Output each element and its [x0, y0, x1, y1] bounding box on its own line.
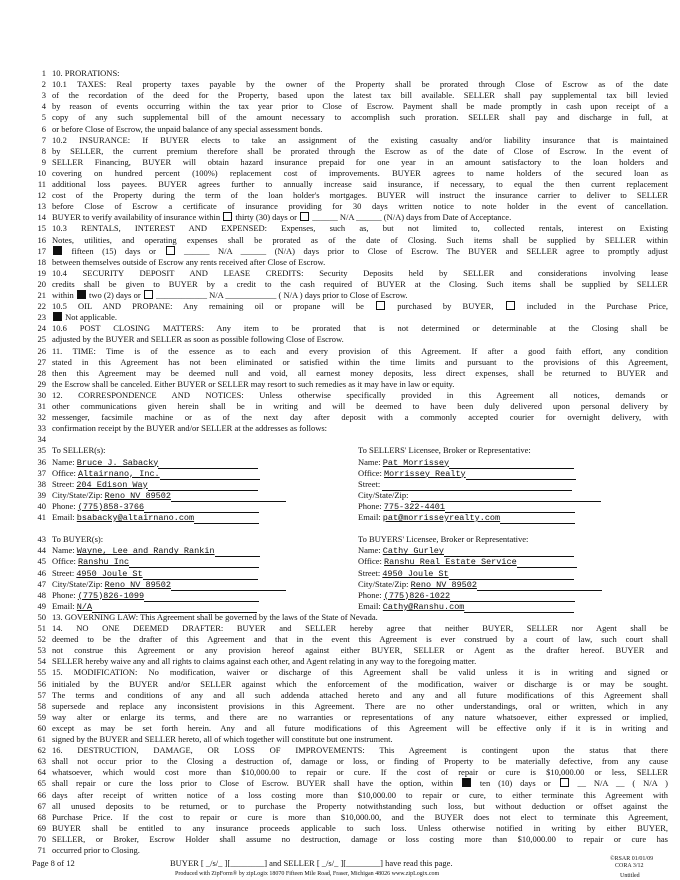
line-text: signed by the BUYER and SELLER hereto, all of which together will constitute but one instrument.: [52, 734, 393, 744]
line-text: by reason of events occurring within the tax year prior to Close of Escrow. Payment shall be made promptly in cash upon receipt of a: [52, 101, 668, 112]
line-number: 15: [37, 223, 46, 234]
line-number: 12: [37, 190, 46, 201]
line-number: 54: [37, 656, 46, 667]
line-number: 18: [37, 256, 46, 267]
field-value[interactable]: Cathy@Ranshu.com: [382, 601, 465, 612]
checkbox-empty-icon[interactable]: [166, 246, 175, 255]
field-label: Email:: [358, 512, 383, 522]
line-number: 61: [37, 734, 46, 744]
field-label: Office:: [52, 467, 79, 478]
field-underline: [500, 513, 575, 524]
field-value[interactable]: (775)858-3766: [77, 501, 145, 512]
line-text: way alter or enlarge its terms, and there are no warranties or representations of any nature whatsoever, either expressed or implied,: [52, 711, 668, 722]
buyer-row: [37, 556, 668, 568]
line-number: 63: [37, 756, 46, 767]
line-number: 27: [37, 356, 46, 367]
buyer-row: [37, 567, 668, 579]
field-label: City/State/Zip:: [52, 489, 105, 500]
field-value[interactable]: Reno NV 89502: [410, 579, 477, 590]
field-value[interactable]: Wayne, Lee and Randy Rankin: [76, 546, 215, 557]
field-label: Phone:: [52, 500, 78, 511]
line-text: fifteen (15) days or ______ N/A ______ (N/A) days prior to Close of Escrow. The BUYER and SELLER agree to promptly adjust: [52, 246, 668, 257]
line-number: 32: [37, 412, 46, 423]
seller-row: [37, 456, 668, 468]
line-text: before Close of Escrow a certificate of insurance providing for 30 days written notice to note holder in the event of cancellation.: [52, 201, 668, 212]
field-value[interactable]: (775)826-1099: [77, 590, 145, 601]
form-line: [37, 323, 668, 334]
field-label: Office:: [358, 467, 385, 478]
field-value[interactable]: Cathy Gurley: [382, 546, 445, 557]
form-line: [37, 623, 668, 634]
line-number: 10: [37, 167, 46, 178]
buyer-row: [37, 600, 668, 612]
form-line: [41, 134, 668, 146]
checkbox-empty-icon[interactable]: [376, 301, 385, 310]
line-text: between themselves outside of Escrow any rents received after Close of Escrow.: [52, 256, 326, 267]
line-number: 37: [37, 467, 46, 478]
line-text: all unused deposits to be returned, or to purchase the Property notwithstanding such loss, but without deduction or offset against the: [52, 800, 668, 811]
line-number: 44: [37, 545, 46, 556]
line-number: 43: [37, 534, 46, 545]
line-number: 60: [37, 722, 46, 733]
seller-row: [37, 478, 668, 490]
line-text: 13. GOVERNING LAW: This Agreement shall be governed by the laws of the State of Nevada.: [52, 611, 378, 622]
checkbox-checked-icon[interactable]: [77, 290, 86, 299]
field-value[interactable]: 775-322-4401: [383, 501, 445, 512]
form-line: [37, 378, 668, 390]
line-text: occurred prior to Closing.: [52, 845, 140, 855]
field-label: Email:: [358, 600, 383, 611]
line-number: 24: [37, 323, 46, 334]
buyer-row: [37, 534, 668, 545]
line-text: BUYER shall be entitled to any insurance proceeds applicable to such loss. Unless otherwise notified in writing by either BUYER,: [52, 822, 668, 833]
line-text: 11. TIME: Time is of the essence as to each and every provision of this Agreement. If after a good faith effort, any condition: [52, 345, 668, 356]
line-text: shall not occur prior to the Closing a destruction of, damage or loss, or finding of Property to be materially defective, from any cause: [52, 756, 668, 767]
field-value[interactable]: pat@morrisseyrealty.com: [382, 513, 501, 523]
form-line: [37, 367, 668, 379]
line-text: by SELLER, the current premium therefore shall be prorated through the Escrow as of the date of Close of Escrow. In the event of: [52, 145, 668, 156]
form-line: [37, 811, 668, 823]
line-number: 46: [37, 567, 46, 578]
form-line: [41, 123, 668, 135]
line-number: 2: [41, 79, 46, 90]
buyer-right-field: [358, 534, 668, 545]
line-number: 5: [41, 112, 46, 123]
form-line: [37, 401, 668, 412]
line-text: credits shall be given to BUYER by a credit to the cash required of BUYER at the Closing. Such items shall be supplied by SELLER: [52, 278, 668, 289]
form-line: [37, 234, 668, 246]
field-label: To BUYER(s):: [52, 534, 104, 545]
field-label: Street:: [358, 478, 383, 489]
form-line: [37, 290, 668, 301]
form-line: [37, 345, 668, 357]
line-text: stated in this Agreement has not been eliminated or satisfied within the time limits and pursuant to the provisions of this Agreement,: [52, 356, 668, 367]
line-number: 39: [37, 489, 46, 500]
line-number: 68: [37, 811, 46, 822]
field-label: City/State/Zip:: [52, 578, 105, 589]
form-line: [37, 190, 668, 201]
line-number: 67: [37, 800, 46, 811]
line-text: 10. PRORATIONS:: [52, 68, 120, 78]
form-line: [37, 179, 668, 190]
line-number: 9: [41, 156, 46, 167]
field-value[interactable]: (775)826-1022: [383, 590, 451, 601]
line-text: 10.6 POST CLOSING MATTERS: Any item to be prorated that is not determined or determinable at the Closing shall be: [52, 323, 668, 334]
field-label: Name:: [52, 545, 77, 556]
field-label: Office:: [358, 556, 385, 567]
form-version: CORA 3/12: [615, 863, 644, 870]
field-value[interactable]: N/A: [76, 601, 93, 612]
buyer-row: [37, 589, 668, 601]
field-value[interactable]: Bruce J. Sabacky: [76, 457, 159, 468]
line-text: Not applicable.: [52, 312, 668, 323]
line-number: 48: [37, 589, 46, 600]
checkbox-empty-icon[interactable]: [223, 212, 232, 221]
form-line: [37, 634, 668, 645]
line-number: 17: [37, 245, 46, 256]
seller-left-field: [52, 512, 352, 524]
field-value[interactable]: 4950 Joule St: [382, 568, 449, 579]
buyer-row: [37, 545, 668, 557]
field-underline: [194, 513, 259, 524]
buyer-left-field: [52, 534, 352, 545]
line-text: 10.3 RENTALS, INTEREST AND EXPENSED: Expenses, such as, but not limited to, collected rentals, interest on Existing: [52, 223, 668, 234]
line-text: 10.1 TAXES: Real property taxes payable by the owner of the Property shall be prorated through Close of Escrow as of the date: [52, 79, 668, 90]
line-text: additional loss payees. BUYER agrees further to annually increase said insurance, if necessary, to equal the then current replacement: [52, 179, 668, 189]
field-label: Name:: [358, 456, 383, 467]
line-number: 58: [37, 700, 46, 711]
form-line: [41, 156, 668, 168]
line-text: within two (2) days or ____________ N/A ____________ ( N/A ) days prior to Close of Escrow.: [52, 290, 408, 300]
line-text: messenger, facsimile machine or as of the next day after deposit with a commonly accepted courier for overnight delivery, with: [52, 412, 668, 423]
form-line: [37, 267, 668, 279]
field-label: Email:: [52, 600, 77, 611]
line-number: 45: [37, 556, 46, 567]
line-number: 21: [37, 290, 46, 300]
line-number: 8: [41, 145, 46, 156]
field-value[interactable]: 4950 Joule St: [76, 568, 143, 579]
line-number: 50: [37, 611, 46, 622]
seller-row: [37, 489, 668, 501]
checkbox-checked-icon[interactable]: [462, 778, 471, 787]
line-text: 10.5 OIL AND PROPANE: Any remaining oil or propane will be purchased by BUYER, included in the Purchase Price,: [52, 301, 668, 312]
field-value[interactable]: Reno NV 89502: [104, 579, 171, 590]
line-number: 40: [37, 500, 46, 511]
line-number: 30: [37, 389, 46, 400]
field-label: Phone:: [358, 500, 384, 511]
field-value[interactable]: Ranshu Inc: [78, 557, 130, 568]
form-line: [37, 678, 668, 690]
form-line: [41, 90, 668, 101]
line-number: 53: [37, 645, 46, 656]
seller-right-field: [358, 512, 668, 524]
line-number: 20: [37, 278, 46, 289]
line-number: 28: [37, 367, 46, 378]
line-text: whatsoever, which would cost more than $10,000.00 to repair or cure. If the cost of repair or cure is $10,000.00 or less, SELLER: [52, 767, 668, 778]
form-line: [37, 700, 668, 712]
line-number: 35: [37, 445, 46, 456]
form-line: [41, 112, 668, 123]
field-value[interactable]: Morrissey Realty: [384, 468, 466, 479]
form-line: [37, 434, 668, 445]
field-value[interactable]: Pat Morrissey: [382, 457, 450, 468]
form-line: [37, 245, 668, 257]
line-number: 49: [37, 600, 46, 611]
untitled-label: Untitled: [620, 873, 640, 880]
line-number: 4: [41, 101, 46, 112]
line-number: 65: [37, 778, 46, 789]
form-line: [37, 212, 668, 223]
line-text: then this Agreement may be deemed null and void, all earnest money deposits, less direct expenses, shall be returned to BUYER and: [52, 367, 668, 378]
buyer-row: [37, 578, 668, 590]
line-number: 56: [37, 678, 46, 689]
line-number: 29: [37, 378, 46, 389]
line-number: 55: [37, 667, 46, 678]
line-number: 23: [37, 312, 46, 323]
line-text: deemed to be the drafter of this Agreement and that in the event this Agreement is ever construed by a court of law, such court shall: [52, 634, 668, 645]
form-line: [37, 278, 668, 290]
line-number: 34: [37, 434, 46, 445]
form-line: [37, 833, 668, 845]
form-line: [37, 822, 668, 834]
line-number: 51: [37, 623, 46, 633]
line-number: 7: [41, 134, 46, 145]
form-line: [37, 334, 668, 345]
field-label: Name:: [52, 456, 77, 467]
line-text: covering on hundred percent (100%) replacement cost of improvements. BUYER agrees to name holders of the secured loan as: [52, 167, 668, 178]
field-value[interactable]: Ranshu Real Estate Service: [384, 557, 517, 568]
line-text: except as may be set forth herein. Any and all future modifications of this Agreement will be effective only if it is in writing and: [52, 722, 668, 733]
field-label: City/State/Zip:: [358, 489, 411, 500]
field-label: City/State/Zip:: [358, 578, 411, 589]
line-number: 64: [37, 767, 46, 778]
line-number: 26: [37, 345, 46, 356]
line-number: 38: [37, 478, 46, 489]
form-line: [37, 645, 668, 656]
field-value[interactable]: 204 Edison Way: [76, 479, 148, 490]
line-number: 14: [37, 212, 46, 223]
line-number: 3: [41, 90, 46, 101]
line-text: shall repair or cure the loss prior to Close of Escrow. BUYER shall have the option, within ten (10) days or __ N/A __ ( N/A ): [52, 778, 668, 789]
line-number: 19: [37, 267, 46, 278]
line-text: copy of any such supplemental bill of the amount necessary to accomplish such proration. SELLER shall pay and discharge in full, at: [52, 112, 668, 123]
line-text: or before Close of Escrow, the unpaid balance of any special assessment bonds.: [52, 123, 323, 134]
line-text: 12. CORRESPONDENCE AND NOTICES: Unless otherwise specifically provided in this Agreement all notices, demands or: [52, 389, 668, 400]
form-line: [37, 789, 668, 801]
line-text: The terms and conditions of any and all such addenda attached hereto and any and all future modifications of this Agreement shall: [52, 689, 668, 700]
form-line: [41, 145, 668, 157]
page-number: Page 8 of 12: [32, 858, 75, 869]
form-line: [37, 656, 668, 667]
line-text: confirmation receipt by the BUYER and/or SELLER at the addresses as follows:: [52, 423, 328, 434]
field-label: Email:: [52, 512, 77, 522]
line-number: 6: [41, 123, 46, 134]
field-label: Phone:: [52, 589, 78, 600]
seller-row: [37, 512, 668, 523]
line-text: not construe this Agreement or any provision hereof against either BUYER, SELLER or Agent as the drafter hereof. BUYER and: [52, 645, 668, 656]
line-text: 16. DESTRUCTION, DAMAGE, OR LOSS OF IMPROVEMENTS: This Agreement is contingent upon the status that there: [52, 745, 668, 756]
form-line: [37, 767, 668, 778]
field-label: Street:: [358, 567, 383, 578]
line-number: 31: [37, 401, 46, 411]
seller-row: [37, 467, 668, 479]
line-number: 41: [37, 512, 46, 522]
line-text: other communications given herein shall be in writing and will be deemed to have been duly delivered upon personal delivery by: [52, 401, 668, 411]
form-line: [37, 356, 668, 368]
line-number: 62: [37, 745, 46, 756]
line-number: 13: [37, 201, 46, 212]
line-number: 33: [37, 423, 46, 434]
form-line: [37, 756, 668, 767]
field-label: To SELLERS' Licensee, Broker or Representative:: [358, 445, 531, 456]
checkbox-empty-icon[interactable]: [506, 301, 515, 310]
form-line: [37, 201, 668, 212]
line-text: SELLER, or Broker, Escrow Holder shall assume no destruction, damage or loss costing more than $10,000.00 to repair or cure has: [52, 833, 668, 844]
checkbox-empty-icon[interactable]: [144, 290, 153, 299]
line-text: adjusted by the BUYER and SELLER as soon as possible following Close of Escrow.: [52, 334, 344, 345]
field-label: Name:: [358, 545, 383, 556]
field-label: To SELLER(s):: [52, 445, 106, 456]
field-label: To BUYERS' Licensee, Broker or Representative:: [358, 534, 529, 545]
form-line: [37, 223, 668, 234]
form-line: [37, 689, 668, 701]
line-text: 15. MODIFICATION: No modification, waiver or discharge of this Agreement shall be valid unless it is in writing and signed or: [52, 667, 668, 678]
producer-credit: Produced with ZipForm® by zipLogix 18070 Fifteen Mile Road, Fraser, Michigan 48026 www.zipLogix.com: [175, 871, 440, 878]
line-text: initialed by the BUYER and/or SELLER against which the enforcement of the modification, waiver or discharge is or may be sought.: [52, 678, 668, 689]
form-line: [37, 412, 668, 423]
seller-right-field: [358, 445, 668, 456]
line-number: 57: [37, 689, 46, 700]
form-line: [37, 722, 668, 734]
line-text: SELLER hereby waive any and all rights to claims against each other, and Agent relating in any way to the foregoing matter.: [52, 656, 477, 667]
line-text: supersede and replace any inconsistent provisions in this Agreement. There are no other understandings, oral or written, which in any: [52, 700, 668, 711]
form-line: [37, 845, 668, 856]
line-number: 52: [37, 634, 46, 645]
line-text: BUYER to verify availability of insurance within thirty (30) days or ______ N/A ______ (N/A) days from Date of Acceptance.: [52, 212, 512, 223]
form-line: [37, 167, 668, 179]
form-line: [41, 79, 668, 90]
line-text: cost of the Property during the term of the loan holder's mortgages. BUYER will instruct the insurance carrier to deliver to SELLER: [52, 190, 668, 201]
field-value[interactable]: bsabacky@altairnano.com: [76, 513, 195, 523]
line-number: 47: [37, 578, 46, 589]
form-line: [37, 734, 668, 745]
line-text: days after receipt of written notice of a loss costing more than $10,000.00 to repair or cure, to either terminate this Agreement with: [52, 789, 668, 800]
line-number: 59: [37, 711, 46, 722]
form-line: [41, 101, 668, 112]
field-label: Phone:: [358, 589, 384, 600]
line-number: 66: [37, 789, 46, 800]
line-number: 25: [37, 334, 46, 345]
checkbox-checked-icon[interactable]: [53, 312, 62, 321]
form-line: [41, 68, 668, 79]
line-text: 10.2 INSURANCE: If BUYER elects to take an assignment of the existing casualty and/or liability insurance that is maintained: [52, 134, 668, 145]
seller-left-field: [52, 445, 352, 456]
line-text: SELLER Financing, BUYER will obtain hazard insurance prepaid for one year in an amount satisfactory to the loan holders and: [52, 156, 668, 167]
line-number: 11: [37, 179, 46, 189]
form-line: [37, 667, 668, 678]
field-value[interactable]: Reno NV 89502: [104, 490, 171, 501]
field-label: Street:: [52, 567, 77, 578]
form-line: [37, 745, 668, 756]
form-line: [37, 312, 668, 323]
line-number: 70: [37, 833, 46, 844]
field-value[interactable]: Altairnano, Inc.: [78, 468, 160, 479]
line-number: 1: [41, 68, 46, 78]
line-text: of the recordation of the deed for the Property, based upon the latest tax bill available. SELLER shall pay supplemental tax bill levied: [52, 90, 668, 101]
line-text: Purchase Price. If the cost to repair or cure is more than $10,000.00, and the BUYER does not elect to terminate this Agreement,: [52, 811, 668, 822]
form-line: [37, 256, 668, 268]
initials-line: BUYER [ _/s/_ ][________] and SELLER [ _/s/_ ][________] have read this page.: [170, 858, 453, 869]
field-label: Street:: [52, 478, 77, 489]
line-text: the Escrow shall be canceled. Either BUYER or SELLER may resort to such remedies as it may have in law or equity.: [52, 378, 455, 389]
line-number: 71: [37, 845, 46, 855]
line-number: 22: [37, 301, 46, 312]
checkbox-empty-icon[interactable]: [560, 778, 569, 787]
form-line: [37, 711, 668, 723]
form-line: [37, 778, 668, 789]
line-number: 36: [37, 456, 46, 467]
seller-row: [37, 445, 668, 456]
line-text: 10.4 SECURITY DEPOSIT AND LEASE CREDITS: Security Deposits held by SELLER and considerations involving lease: [52, 267, 668, 278]
form-line: [37, 301, 668, 312]
checkbox-checked-icon[interactable]: [53, 246, 62, 255]
form-code: ©RSAR 01/01/09: [610, 856, 654, 863]
form-line: [37, 389, 668, 401]
line-number: 16: [37, 234, 46, 245]
field-label: Office:: [52, 556, 79, 567]
seller-row: [37, 500, 668, 512]
line-number: 69: [37, 822, 46, 833]
form-line: [37, 423, 668, 434]
line-text: 14. NO ONE DEEMED DRAFTER: BUYER and SELLER hereby agree that neither BUYER, SELLER nor Agent shall be: [52, 623, 668, 633]
line-text: Notes, utilities, and operating expenses shall be prorated as of the date of Closing. Such items shall be supplied by SELLER within: [52, 234, 668, 245]
form-line: [37, 611, 668, 623]
form-line: [37, 800, 668, 812]
checkbox-empty-icon[interactable]: [300, 212, 309, 221]
